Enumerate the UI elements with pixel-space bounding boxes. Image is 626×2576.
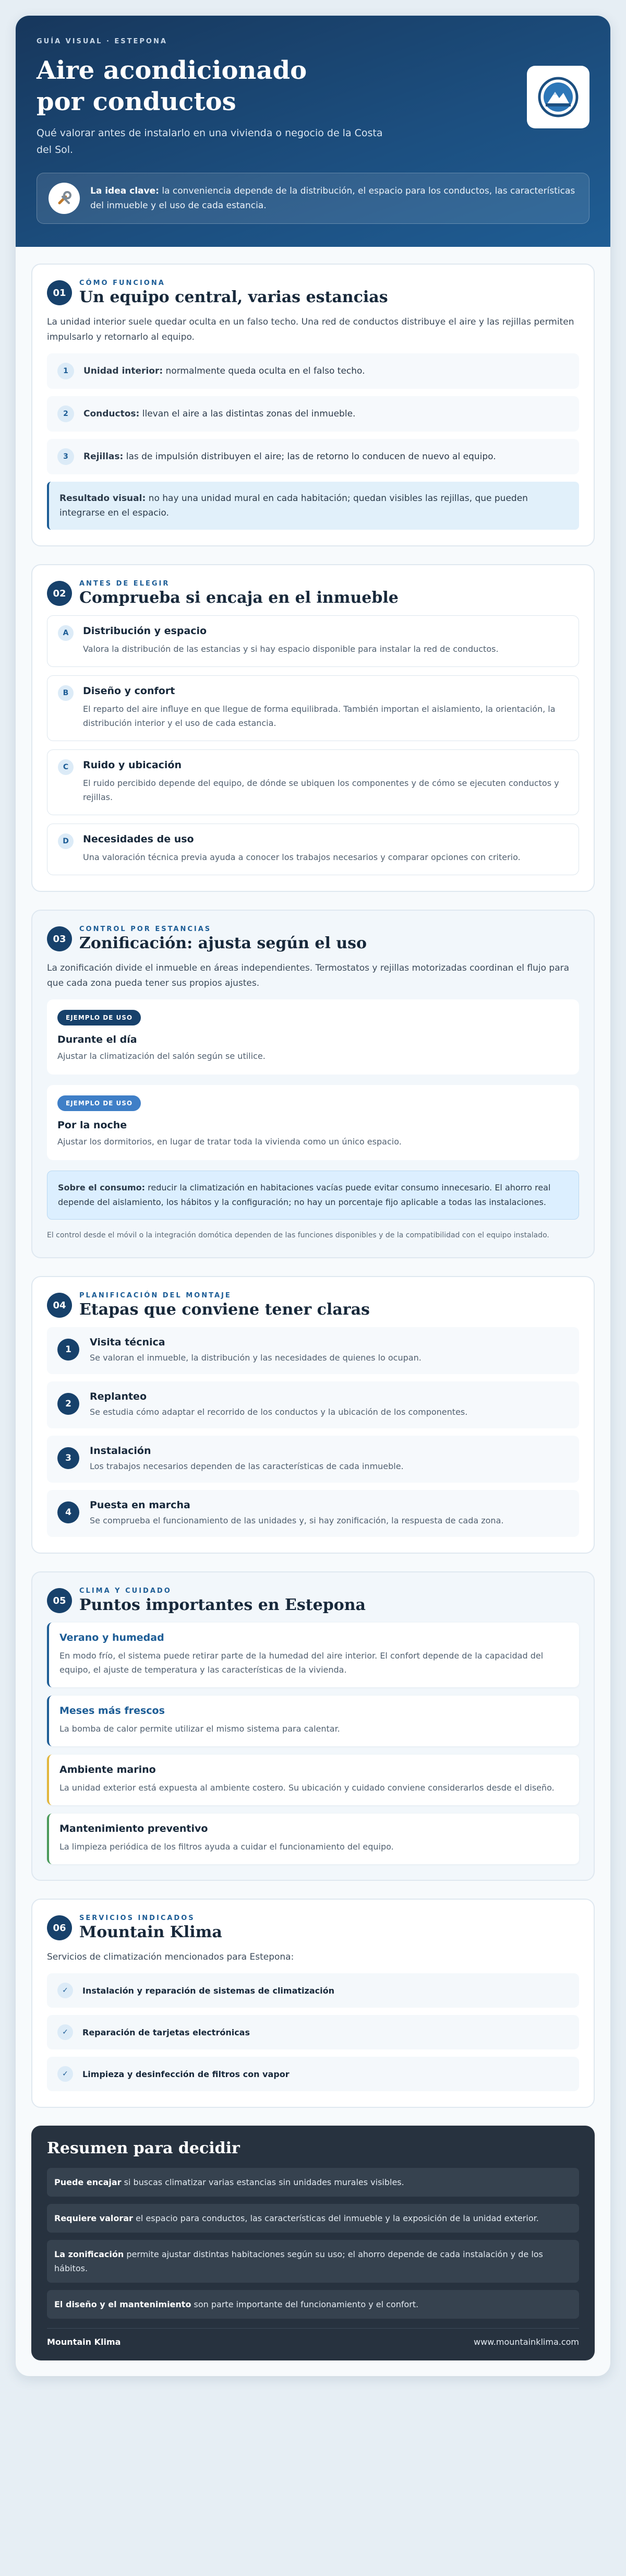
section-title: Zonificación: ajusta según el uso [79, 934, 367, 952]
summary-row [47, 2204, 579, 2233]
brand-logo [527, 66, 589, 128]
phase-title: Replanteo [90, 1391, 147, 1402]
section-titles [79, 1914, 222, 1941]
section-titles [79, 1587, 366, 1614]
service-item [47, 2015, 579, 2049]
hero-header [16, 16, 610, 247]
footer-brand: Mountain Klima [47, 2337, 121, 2347]
key-idea-body: la conveniencia depende de la distribución, el espacio para los conductos, las características del inmueble y el uso de cada estancia. [90, 186, 575, 211]
section-title: Comprueba si encaja en el inmueble [79, 589, 399, 607]
step-text [83, 364, 365, 378]
check-card [47, 749, 579, 815]
example-badge: EJEMPLO DE USO [57, 1095, 141, 1111]
section-number: 02 [47, 581, 72, 606]
section-number: 03 [47, 926, 72, 951]
note-text: reducir la climatización en habitaciones vacías puede evitar consumo innecesario. El ahorro real depende del aislamiento, los hábitos y la configuración; no hay un porcentaje fijo aplicable a todas las instalaciones. [58, 1183, 551, 1207]
result-text: no hay una unidad mural en cada habitación; quedan visibles las rejillas, que pueden integrarse en el espacio. [59, 493, 528, 518]
card-text: El reparto del aire influye en que llegue de forma equilibrada. También importan el aislamiento, la orientación, la distribución interior y el uso de cada estancia. [83, 704, 556, 728]
section-titles [79, 1292, 370, 1319]
section-number: 04 [47, 1293, 72, 1318]
phase-body [90, 1337, 422, 1365]
card-letter: D [58, 833, 74, 849]
summary-row [47, 2290, 579, 2319]
card-title: Diseño y confort [83, 685, 175, 697]
section-titles [79, 279, 388, 306]
point-title: Ambiente marino [59, 1764, 156, 1775]
section-title: Etapas que conviene tener claras [79, 1301, 370, 1319]
check-icon: ✓ [57, 2024, 73, 2040]
check-icon: ✓ [57, 1983, 73, 1998]
phase-text: Se comprueba el funcionamiento de las unidades y, si hay zonificación, la respuesta de cada zona. [90, 1516, 504, 1525]
section-kicker: PLANIFICACIÓN DEL MONTAJE [79, 1292, 232, 1299]
card-text: El ruido percibido depende del equipo, de dónde se ubiquen los componentes y de cómo se ejecuten conductos y rejillas. [83, 778, 559, 802]
card-body [83, 833, 521, 864]
example-text: Ajustar los dormitorios, en lugar de tratar toda la vivienda como un único espacio. [57, 1137, 402, 1147]
summary-row [47, 2240, 579, 2283]
list-item [47, 396, 579, 432]
section-before-choosing [31, 564, 595, 892]
service-label: Instalación y reparación de sistemas de climatización [82, 1985, 334, 1996]
phase-body [90, 1445, 404, 1473]
summary-row-label: Puede encajar [54, 2177, 122, 2187]
point-title: Meses más frescos [59, 1705, 165, 1716]
service-item [47, 1973, 579, 2008]
check-card [47, 824, 579, 875]
section-number: 06 [47, 1915, 72, 1940]
section-how-it-works [31, 264, 595, 546]
summary-row-label: La zonificación [54, 2249, 124, 2259]
phase-text: Se valoran el inmueble, la distribución y las necesidades de quienes lo ocupan. [90, 1353, 422, 1363]
section-kicker: SERVICIOS INDICADOS [79, 1914, 195, 1922]
step-body: las de impulsión distribuyen el aire; las de retorno lo conducen de nuevo al equipo. [126, 451, 496, 462]
step-label: Unidad interior: [83, 366, 163, 376]
example-badge: EJEMPLO DE USO [57, 1010, 141, 1025]
phase-item [47, 1490, 579, 1537]
check-card [47, 615, 579, 667]
use-example [47, 1085, 579, 1160]
step-number: 2 [57, 406, 74, 422]
summary-row-label: El diseño y el mantenimiento [54, 2299, 191, 2309]
section-zoning [31, 910, 595, 1258]
card-letter: B [58, 685, 74, 701]
step-text [83, 407, 355, 421]
point-title: Verano y humedad [59, 1632, 164, 1643]
section-header [47, 580, 579, 607]
point-card [47, 1696, 579, 1746]
check-icon: ✓ [57, 2066, 73, 2082]
summary-footer [47, 2328, 579, 2347]
note-label: Sobre el consumo: [58, 1183, 146, 1192]
card-title: Necesidades de uso [83, 833, 194, 845]
card-body [83, 625, 499, 656]
phase-item [47, 1327, 579, 1374]
summary-row-text: permite ajustar distintas habitaciones según su uso; el ahorro depende de cada instalación y de los hábitos. [54, 2249, 543, 2273]
control-footnote: El control desde el móvil o la integración domótica dependen de las funciones disponibles y de la compatibilidad con el equipo instalado. [47, 1231, 549, 1239]
phase-item [47, 1436, 579, 1483]
phase-number: 3 [57, 1447, 79, 1469]
title-line-2: por conductos [37, 87, 236, 116]
card-title: Distribución y espacio [83, 625, 207, 637]
main-content [16, 247, 610, 2376]
consumption-note [47, 1171, 579, 1220]
section-header [47, 1587, 579, 1614]
result-label: Resultado visual: [59, 493, 146, 504]
phase-text: Se estudia cómo adaptar el recorrido de los conductos y la ubicación de los componentes. [90, 1407, 468, 1417]
step-body: normalmente queda oculta en el falso techo. [165, 366, 365, 376]
summary-row-text: el espacio para conductos, las características del inmueble y la exposición de la unidad exterior. [136, 2213, 539, 2223]
point-text: En modo frío, el sistema puede retirar parte de la humedad del aire interior. El confort depende de la capacidad del equipo, el ajuste de temperatura y las características de la vivienda. [59, 1651, 544, 1675]
section-titles [79, 925, 367, 952]
section-header [47, 1914, 579, 1941]
key-idea-text [90, 184, 577, 213]
check-card [47, 675, 579, 741]
phase-title: Instalación [90, 1445, 151, 1457]
step-text [83, 450, 496, 463]
phase-number: 2 [57, 1393, 79, 1415]
guide-page [16, 16, 610, 2376]
section-installation-steps [31, 1276, 595, 1554]
card-title: Ruido y ubicación [83, 759, 182, 771]
point-text: La limpieza periódica de los filtros ayuda a cuidar el funcionamiento del equipo. [59, 1842, 394, 1852]
point-title: Mantenimiento preventivo [59, 1823, 208, 1834]
section-kicker: CÓMO FUNCIONA [79, 279, 165, 287]
section-header [47, 925, 579, 952]
section-titles [79, 580, 399, 607]
phase-title: Visita técnica [90, 1337, 165, 1348]
page-title [37, 55, 402, 117]
phase-title: Puesta en marcha [90, 1499, 190, 1511]
section-title: Puntos importantes en Estepona [79, 1596, 366, 1614]
card-text: Valora la distribución de las estancias y si hay espacio disponible para instalar la red de conductos. [83, 644, 499, 654]
section-number: 05 [47, 1588, 72, 1613]
key-idea-label: La idea clave: [90, 186, 159, 196]
phase-body [90, 1499, 503, 1528]
phase-item [47, 1381, 579, 1428]
step-label: Rejillas: [83, 451, 124, 462]
summary-row-text: son parte importante del funcionamiento y el confort. [194, 2299, 419, 2309]
section-services [31, 1899, 595, 2108]
card-letter: C [58, 759, 74, 775]
point-text: La unidad exterior está expuesta al ambiente costero. Su ubicación y cuidado conviene considerarlos desde el diseño. [59, 1783, 555, 1793]
section-intro: La zonificación divide el inmueble en áreas independientes. Termostatos y rejillas motorizadas coordinan el flujo para que cada zona pueda tener sus propios ajustes. [47, 963, 570, 988]
use-example [47, 999, 579, 1075]
step-number: 1 [57, 363, 74, 379]
service-label: Limpieza y desinfección de filtros con vapor [82, 2069, 290, 2079]
section-intro: La unidad interior suele quedar oculta en un falso techo. Una red de conductos distribuye el aire y las rejillas permiten impulsarlo y retornarlo al equipo. [47, 317, 574, 342]
tools-icon [49, 183, 80, 214]
service-label: Reparación de tarjetas electrónicas [82, 2027, 250, 2037]
phase-body [90, 1391, 467, 1419]
summary-panel [31, 2126, 595, 2360]
phase-number: 1 [57, 1339, 79, 1361]
hero-subtitle: Qué valorar antes de instalarlo en una vivienda o negocio de la Costa del Sol. [37, 127, 383, 156]
section-estepona-points [31, 1571, 595, 1881]
step-label: Conductos: [83, 409, 140, 419]
point-card [47, 1623, 579, 1687]
summary-row-label: Requiere valorar [54, 2213, 133, 2223]
section-kicker: CONTROL POR ESTANCIAS [79, 925, 212, 933]
result-callout [47, 482, 579, 530]
section-title: Un equipo central, varias estancias [79, 288, 388, 306]
service-item [47, 2057, 579, 2091]
section-number: 01 [47, 280, 72, 305]
example-title: Durante el día [57, 1034, 137, 1045]
phase-number: 4 [57, 1501, 79, 1523]
footer-website-link[interactable]: www.mountainklima.com [474, 2337, 579, 2347]
section-header [47, 1292, 579, 1319]
example-title: Por la noche [57, 1119, 127, 1131]
example-text: Ajustar la climatización del salón según se utilice. [57, 1051, 266, 1061]
phase-text: Los trabajos necesarios dependen de las características de cada inmueble. [90, 1461, 404, 1471]
summary-row [47, 2168, 579, 2197]
hero-eyebrow: GUÍA VISUAL · ESTEPONA [37, 38, 167, 45]
card-body [83, 685, 568, 730]
list-item [47, 353, 579, 389]
section-kicker: CLIMA Y CUIDADO [79, 1587, 172, 1595]
list-item [47, 439, 579, 474]
step-body: llevan el aire a las distintas zonas del inmueble. [142, 409, 356, 419]
card-body [83, 759, 568, 804]
title-line-1: Aire acondicionado [37, 56, 307, 85]
key-idea-box [37, 173, 589, 224]
section-header [47, 279, 579, 306]
card-text: Una valoración técnica previa ayuda a conocer los trabajos necesarios y comparar opciones con criterio. [83, 852, 521, 862]
mountain-logo-icon [537, 76, 579, 118]
point-card [47, 1755, 579, 1805]
section-intro: Servicios de climatización mencionados para Estepona: [47, 1952, 294, 1962]
summary-title: Resumen para decidir [47, 2139, 240, 2157]
section-kicker: ANTES DE ELEGIR [79, 580, 170, 588]
step-number: 3 [57, 448, 74, 465]
point-text: La bomba de calor permite utilizar el mismo sistema para calentar. [59, 1724, 340, 1734]
summary-row-text: si buscas climatizar varias estancias sin unidades murales visibles. [124, 2177, 404, 2187]
card-letter: A [58, 625, 74, 641]
section-title: Mountain Klima [79, 1923, 222, 1941]
point-card [47, 1814, 579, 1864]
